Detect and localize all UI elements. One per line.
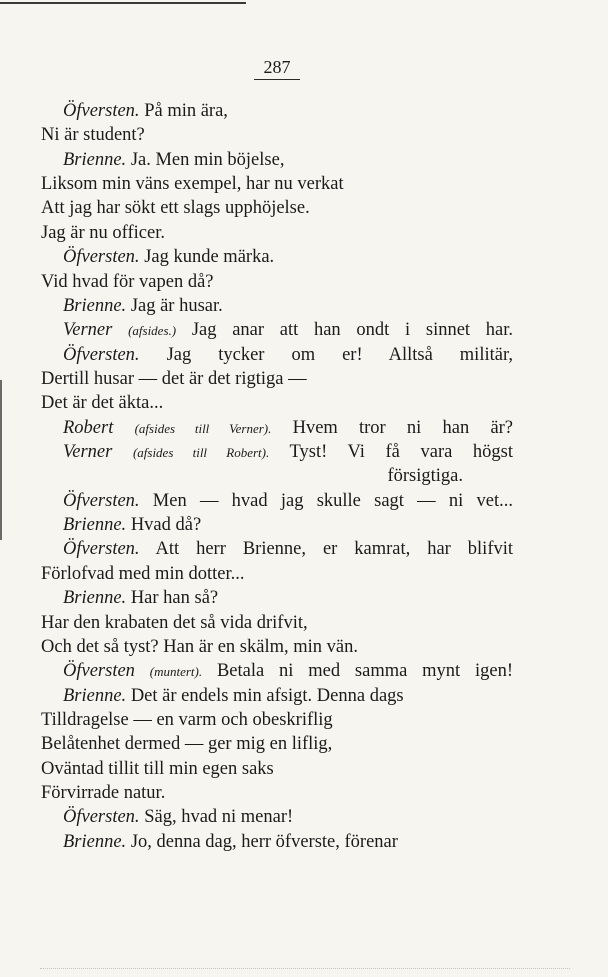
speaker-name: Öfversten. bbox=[63, 539, 140, 560]
line-text: Förlofvad med min dotter... bbox=[41, 563, 245, 584]
line-text: Ni är student? bbox=[41, 125, 145, 146]
speaker-name: Brienne. bbox=[63, 295, 127, 316]
verse-line bbox=[41, 416, 513, 440]
verse-line bbox=[41, 586, 513, 610]
verse-line bbox=[41, 270, 513, 294]
line-text: Jag anar att han ondt i sinnet har. bbox=[191, 320, 514, 341]
line-text: Det är endels min afsigt. Denna dags bbox=[130, 685, 404, 706]
top-edge-rule bbox=[0, 2, 246, 4]
stage-direction: (afsides.) bbox=[128, 323, 177, 339]
line-text: Säg, hvad ni menar! bbox=[144, 807, 294, 828]
verse-line bbox=[41, 221, 513, 245]
verse-line bbox=[41, 732, 513, 756]
line-text: Liksom min väns exempel, har nu verkat bbox=[41, 174, 344, 195]
speaker-name: Verner bbox=[63, 320, 113, 341]
verse-line bbox=[41, 318, 513, 342]
verse-line bbox=[41, 440, 513, 464]
line-text: Har den krabaten det så vida drifvit, bbox=[41, 612, 308, 633]
line-text: Att jag har sökt ett slags upphöjelse. bbox=[41, 198, 310, 219]
speaker-name: Verner bbox=[63, 442, 113, 463]
speaker-name: Öfversten. bbox=[63, 490, 140, 511]
line-text: Men — hvad jag skulle sagt — ni vet... bbox=[152, 490, 513, 511]
verse-text-block bbox=[41, 99, 513, 854]
speaker-name: Brienne. bbox=[63, 515, 127, 536]
verse-line bbox=[41, 659, 513, 683]
stage-direction: (afsides till Verner). bbox=[134, 420, 272, 436]
verse-line bbox=[41, 99, 513, 123]
verse-line bbox=[41, 805, 513, 829]
bottom-edge-dots bbox=[40, 968, 570, 971]
speaker-name: Öfversten bbox=[63, 661, 135, 682]
speaker-name: Öfversten. bbox=[63, 807, 140, 828]
stage-direction: (muntert). bbox=[149, 664, 203, 680]
line-text: Att herr Brienne, er kamrat, har blifvit bbox=[155, 539, 514, 560]
verse-line bbox=[41, 757, 513, 781]
verse-line bbox=[41, 294, 513, 318]
speaker-name: Öfversten. bbox=[63, 101, 140, 121]
line-text: Förvirrade natur. bbox=[41, 783, 166, 804]
line-text: På min ära, bbox=[144, 101, 228, 121]
verse-line bbox=[41, 196, 513, 220]
stage-direction: (afsides till Robert). bbox=[132, 445, 270, 461]
verse-line bbox=[41, 537, 513, 561]
line-text: Jag är nu officer. bbox=[41, 222, 165, 243]
line-text: Belåtenhet dermed — ger mig en liflig, bbox=[41, 734, 333, 755]
speaker-name: Brienne. bbox=[63, 149, 127, 170]
line-text: Jag tycker om er! Alltså militär, bbox=[166, 344, 513, 365]
line-text: Tyst! Vi få vara högst bbox=[289, 442, 513, 463]
verse-line bbox=[41, 635, 513, 659]
verse-line bbox=[41, 781, 513, 805]
line-text: Och det så tyst? Han är en skälm, min vän. bbox=[41, 636, 358, 657]
verse-line bbox=[41, 391, 513, 415]
verse-line bbox=[41, 513, 513, 537]
verse-line bbox=[41, 562, 513, 586]
verse-line bbox=[41, 611, 513, 635]
verse-line bbox=[41, 343, 513, 367]
verse-line bbox=[41, 684, 513, 708]
verse-line bbox=[41, 464, 513, 488]
line-text: Ja. Men min böjelse, bbox=[130, 149, 285, 170]
verse-line bbox=[41, 367, 513, 391]
line-text: Hvem tror ni han är? bbox=[292, 417, 514, 438]
speaker-name: Öfversten. bbox=[63, 247, 140, 268]
verse-line bbox=[41, 489, 513, 513]
verse-line bbox=[41, 172, 513, 196]
line-text: Det är det äkta... bbox=[41, 393, 164, 414]
line-text: Oväntad tillit till min egen saks bbox=[41, 758, 274, 779]
verse-line bbox=[41, 830, 513, 854]
verse-line bbox=[41, 123, 513, 147]
line-text: Jag kunde märka. bbox=[144, 247, 275, 268]
line-text: Har han så? bbox=[130, 588, 219, 609]
line-text: försigtiga. bbox=[387, 466, 463, 487]
line-text: Dertill husar — det är det rigtiga — bbox=[41, 368, 307, 389]
speaker-name: Brienne. bbox=[63, 831, 127, 852]
verse-line bbox=[41, 245, 513, 269]
page-number: 287 bbox=[254, 55, 300, 80]
left-margin-mark bbox=[0, 380, 2, 540]
speaker-name: Öfversten. bbox=[63, 344, 140, 365]
line-text: Jo, denna dag, herr öfverste, förenar bbox=[130, 831, 398, 852]
speaker-name: Brienne. bbox=[63, 685, 127, 706]
line-text: Vid hvad för vapen då? bbox=[41, 271, 214, 292]
line-text: Hvad då? bbox=[130, 515, 202, 536]
verse-line bbox=[41, 148, 513, 172]
speaker-name: Brienne. bbox=[63, 588, 127, 609]
line-text: Tilldragelse — en varm och obeskriflig bbox=[41, 709, 333, 730]
speaker-name: Robert bbox=[63, 417, 114, 438]
line-text: Betala ni med samma mynt igen! bbox=[216, 661, 514, 682]
line-text: Jag är husar. bbox=[130, 295, 223, 316]
verse-line bbox=[41, 708, 513, 732]
